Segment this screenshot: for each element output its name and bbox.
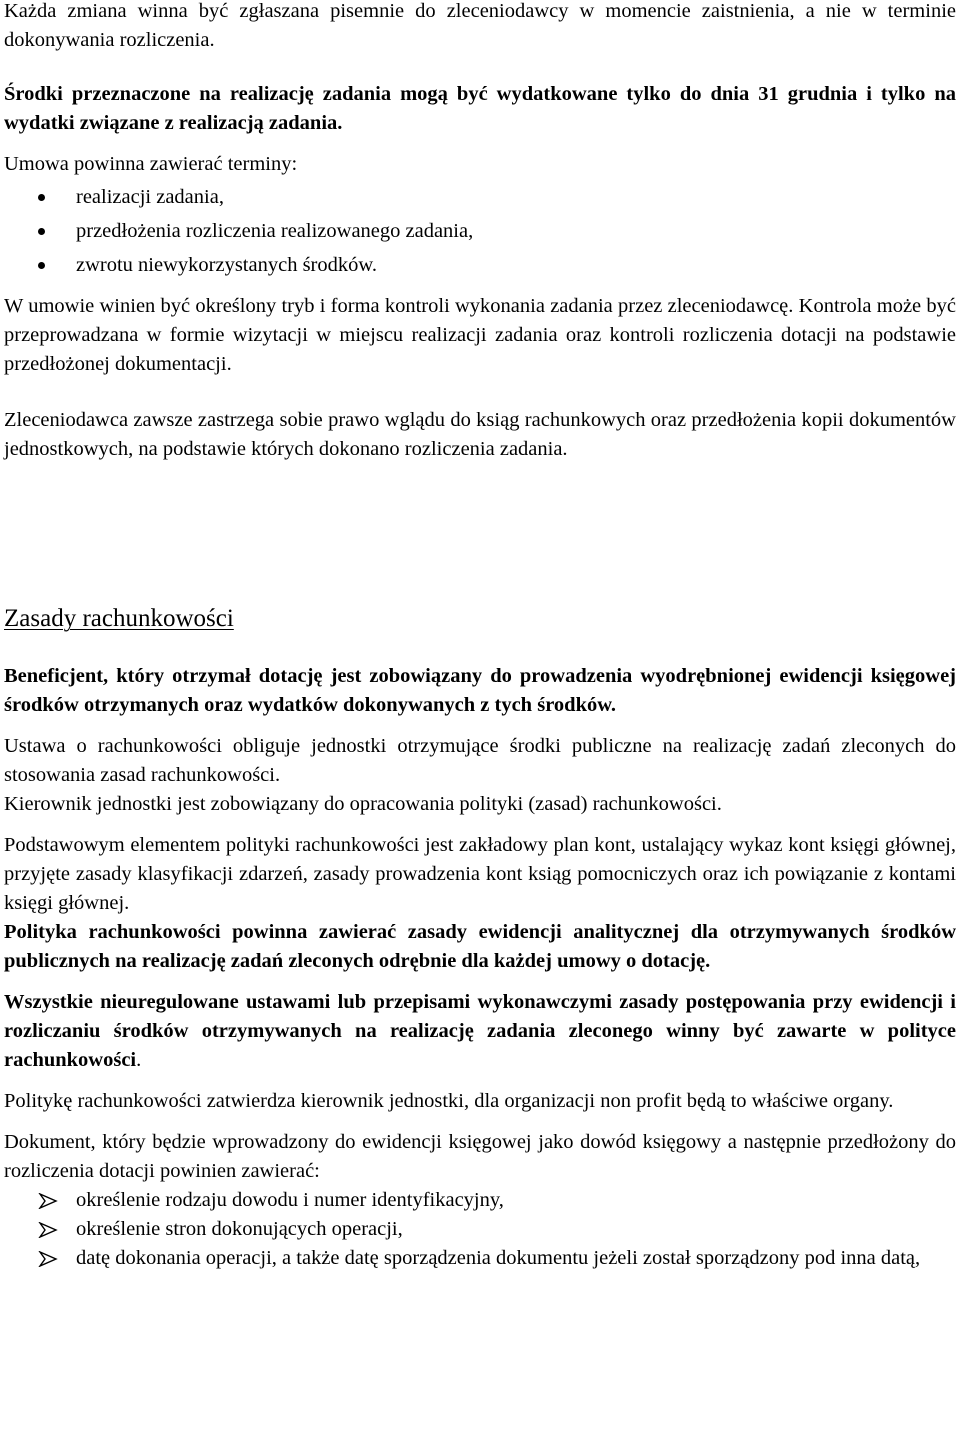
umowa-terms-list — [4, 183, 956, 280]
bullet-icon — [38, 194, 45, 201]
paragraph-beneficjent: Beneficjent, który otrzymał dotację jest zobowiązany do prowadzenia wyodrębnionej ewidencji księgowej środków otrzymanych oraz wydatków dokonywanych z tych środków. — [4, 665, 956, 716]
paragraph-kierownik: Kierownik jednostki jest zobowiązany do opracowania polityki (zasad) rachunkowości. — [4, 793, 722, 815]
document-page — [4, 0, 956, 1273]
list-item: zwrotu niewykorzystanych środków. — [4, 251, 956, 280]
arrow-bullet-icon — [38, 1193, 58, 1209]
section-title: Zasady rachunkowości — [4, 605, 234, 632]
paragraph-srodki: Środki przeznaczone na realizację zadania mogą być wydatkowane tylko do dnia 31 grudnia i tylko na wydatki związane z realizacją zadania. — [4, 83, 956, 134]
list-item: określenie stron dokonujących operacji, — [4, 1215, 956, 1244]
paragraph-wszystkie: Wszystkie nieuregulowane ustawami lub przepisami wykonawczymi zasady postępowania przy ewidencji i rozliczaniu środków otrzymywanych na realizację zadania zleconego winny być zawarte w polityce rachunkowości. — [4, 991, 956, 1071]
list-item: określenie rodzaju dowodu i numer identyfikacyjny, — [4, 1186, 956, 1215]
arrow-bullet-icon — [38, 1222, 58, 1238]
paragraph-zatwierdza: Politykę rachunkowości zatwierdza kierownik jednostki, dla organizacji non profit będą to właściwe organy. — [4, 1090, 894, 1112]
paragraph-polityka: Polityka rachunkowości powinna zawierać zasady ewidencji analitycznej dla otrzymywanych środków publicznych na realizację zadań zleconych odrębnie dla każdej umowy o dotację. — [4, 921, 956, 972]
paragraph-plan-kont: Podstawowym elementem polityki rachunkowości jest zakładowy plan kont, ustalający wykaz kont księgi głównej, przyjęte zasady klasyfikacji zdarzeń, zasady prowadzenia kont ksiąg pomocniczych oraz ich powiązanie z kontami księgi głównej. — [4, 834, 956, 914]
paragraph-ustawa: Ustawa o rachunkowości obliguje jednostki otrzymujące środki publiczne na realizację zadań zleconych do stosowania zasad rachunkowości. — [4, 735, 956, 786]
list-item: realizacji zadania, — [4, 183, 956, 212]
list-item: datę dokonania operacji, a także datę sporządzenia dokumentu jeżeli został sporządzony pod inna datą, — [4, 1244, 956, 1273]
paragraph-dokument: Dokument, który będzie wprowadzony do ewidencji księgowej jako dowód księgowy a następnie przedłożony do rozliczenia dotacji powinien zawierać: — [4, 1131, 956, 1182]
arrow-bullet-icon — [38, 1251, 58, 1267]
paragraph-zleceniodawca: Zleceniodawca zawsze zastrzega sobie prawo wglądu do ksiąg rachunkowych oraz przedłożenia kopii dokumentów jednostkowych, na podstawie których dokonano rozliczenia zadania. — [4, 409, 956, 460]
paragraph-zmiana: Każda zmiana winna być zgłaszana pisemnie do zleceniodawcy w momencie zaistnienia, a nie w terminie dokonywania rozliczenia. — [4, 0, 956, 51]
document-requirements-list — [4, 1186, 956, 1273]
umowa-intro: Umowa powinna zawierać terminy: — [4, 153, 298, 175]
bullet-icon — [38, 262, 45, 269]
list-item: przedłożenia rozliczenia realizowanego zadania, — [4, 217, 956, 246]
paragraph-kontrola: W umowie winien być określony tryb i forma kontroli wykonania zadania przez zleceniodawcę. Kontrola może być przeprowadzana w formie wizytacji w miejscu realizacji zadania oraz kontroli rozliczenia dotacji na podstawie przedłożonej dokumentacji. — [4, 295, 956, 375]
bullet-icon — [38, 228, 45, 235]
